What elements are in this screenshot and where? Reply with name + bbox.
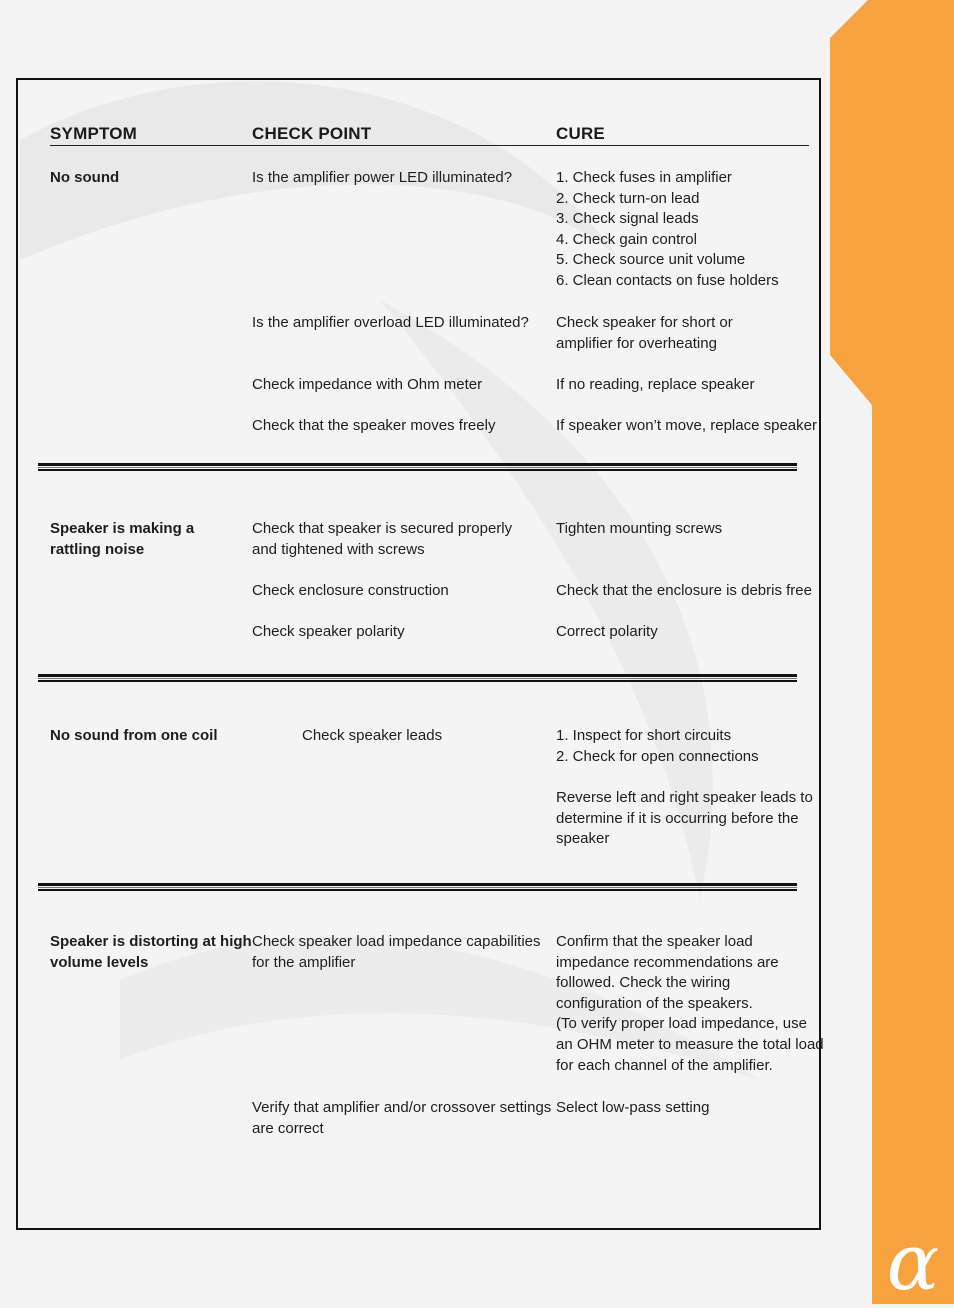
cure: 1. Check fuses in amplifier 2. Check turn-on lead 3. Check signal leads 4. Check gain control 5. Check source unit volume 6. Clean contacts on fuse holders (556, 169, 779, 289)
cure: 1. Inspect for short circuits 2. Check for open connections (556, 727, 759, 765)
check-point: Check speaker polarity (252, 623, 405, 640)
symptom-distorting: Speaker is distorting at high volume levels (50, 933, 252, 971)
cure: Tighten mounting screws (556, 520, 723, 537)
check-point: Check that the speaker moves freely (252, 417, 496, 434)
check-point: Check speaker load impedance capabilities for the amplifier (252, 933, 541, 971)
check-point: Check impedance with Ohm meter (252, 376, 483, 393)
section-divider (38, 883, 797, 892)
symptom-no-sound-one-coil: No sound from one coil (50, 727, 218, 744)
check-point: Check speaker leads (302, 727, 443, 744)
cure: Correct polarity (556, 623, 658, 640)
cure: Reverse left and right speaker leads to determine if it is occurring before the speaker (556, 789, 813, 848)
cure: Select low-pass setting (556, 1099, 710, 1116)
header-check-point: CHECK POINT (252, 124, 372, 143)
cure: If speaker won’t move, replace speaker (556, 417, 817, 434)
cure: If no reading, replace speaker (556, 376, 755, 393)
cure: Check speaker for short or amplifier for overheating (556, 314, 733, 352)
check-point: Check that speaker is secured properly and tightened with screws (252, 520, 513, 558)
check-point: Is the amplifier overload LED illuminated? (252, 314, 529, 331)
check-point: Check enclosure construction (252, 582, 449, 599)
symptom-rattling-noise: Speaker is making a rattling noise (50, 520, 195, 558)
check-point: Is the amplifier power LED illuminated? (252, 169, 513, 186)
header-symptom: SYMPTOM (50, 124, 138, 143)
header-cure: CURE (556, 124, 605, 143)
section-divider (38, 463, 797, 472)
cure: Confirm that the speaker load impedance recommendations are followed. Check the wiring configuration of the speakers. (To verify proper load impedance, use an OHM meter to measure the total load for each channel of the amplifier. (556, 933, 824, 1074)
header-underline (50, 145, 809, 146)
alpha-logo-icon: α (886, 1218, 940, 1308)
cure: Check that the enclosure is debris free (556, 582, 812, 599)
symptom-no-sound: No sound (50, 169, 120, 186)
section-divider (38, 674, 797, 683)
check-point: Verify that amplifier and/or crossover settings are correct (252, 1099, 552, 1137)
